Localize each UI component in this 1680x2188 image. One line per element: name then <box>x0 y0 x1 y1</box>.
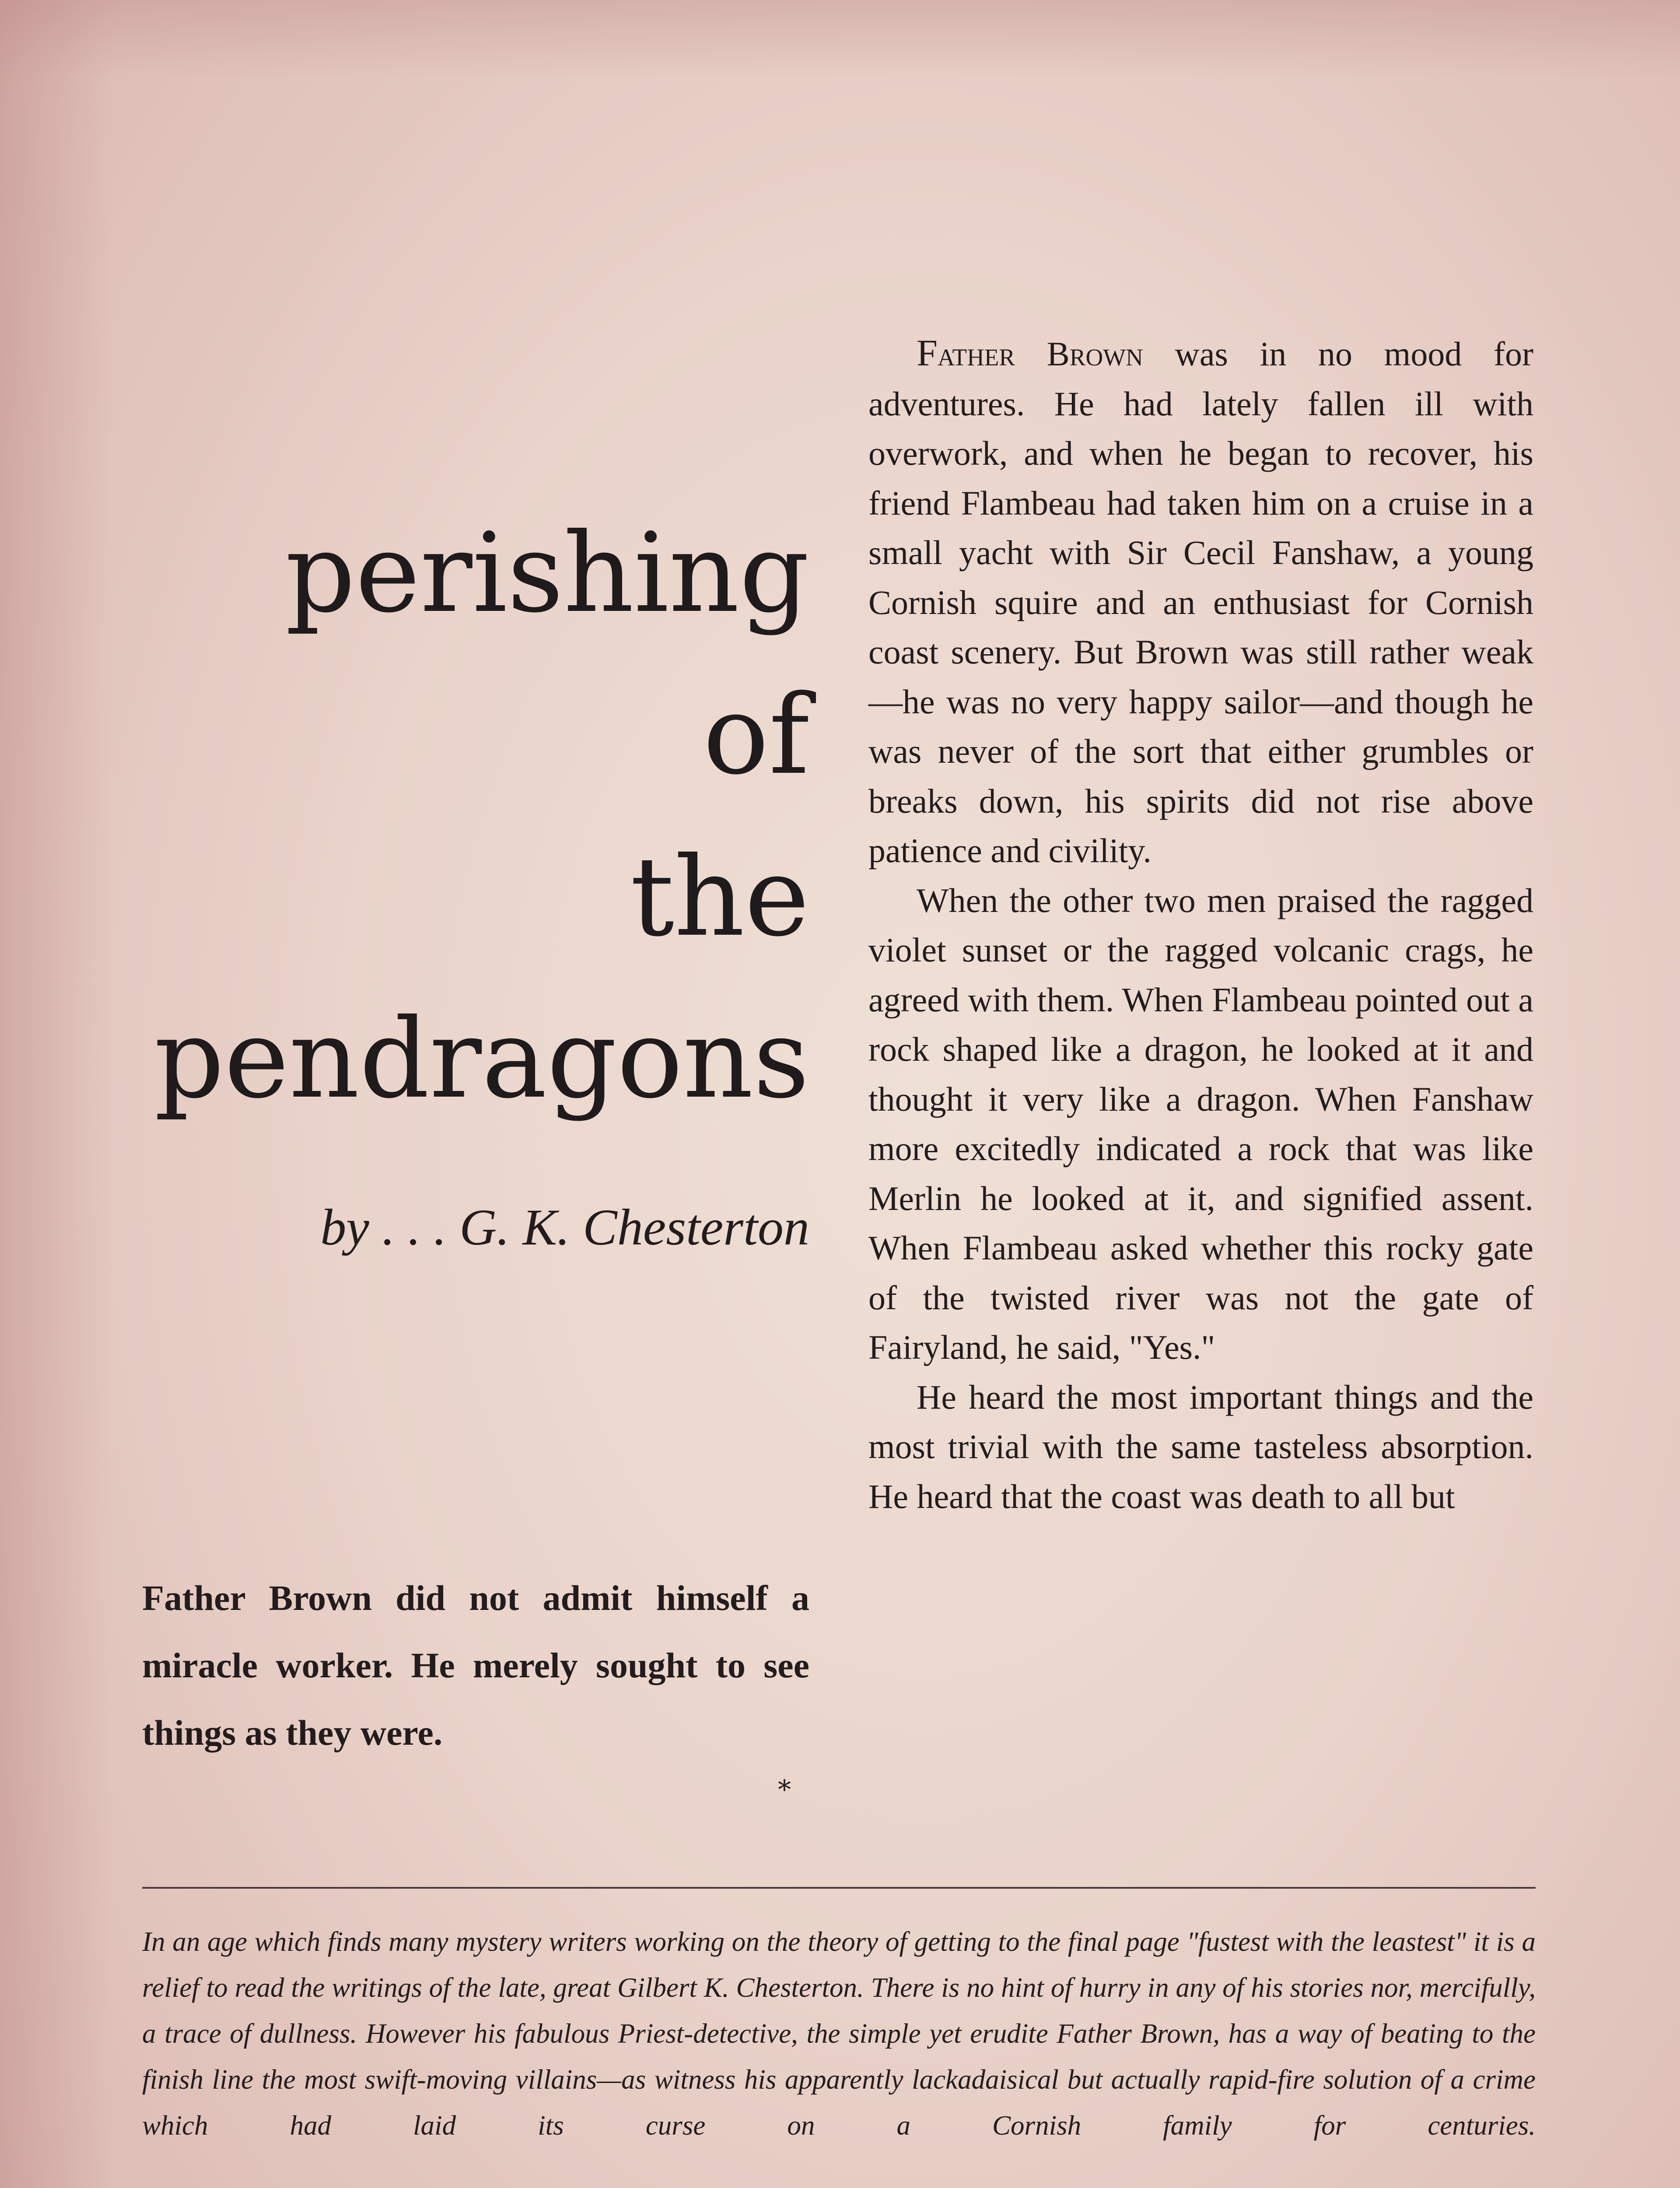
story-title-line-3: the <box>630 833 809 961</box>
teaser-second-sentence: He merely sought to see things as they were. <box>142 1645 809 1753</box>
author-byline: by . . . G. K. Chesterton <box>320 1199 809 1256</box>
divider-rule-top <box>142 1887 1536 1889</box>
story-title-line-1: perishing <box>285 509 809 637</box>
story-paragraph-1 <box>868 328 1533 876</box>
story-teaser <box>142 1564 809 1767</box>
opening-name-smallcaps: ather Brown <box>937 335 1143 373</box>
drop-cap: F <box>917 332 938 374</box>
paragraph-1-text: was in no mood for adventures. He had lately fallen ill with overwork, and when he began to recover, his friend Flambeau had taken him on a cruise in a small yacht with Sir Cecil Fanshaw, a young Cornish squire and an enthusiast for Cornish coast scenery. But Brown was still rather weak—he was no very happy sailor—and though he was never of the sort that either grumbles or breaks down, his spirits did not rise above patience and civility. <box>868 335 1533 870</box>
story-paragraph-2: When the other two men praised the ragged violet sunset or the ragged volcanic crags, he agreed with them. When Flambeau pointed out a rock shaped like a dragon, he looked at it and thought it very like a dragon. When Fanshaw more excitedly indicated a rock that was like Merlin he looked at it, and signified assent. When Flambeau asked whether this rocky gate of the twisted river was not the gate of Fairyland, he said, "Yes." <box>868 881 1533 1366</box>
story-body <box>868 328 1533 1521</box>
story-title-line-2: of <box>703 671 809 799</box>
story-paragraph-3: He heard the most important things and the most trivial with the same tasteless absorption. He heard that the coast was death to all but <box>868 1378 1533 1515</box>
story-title-line-4: pendragons <box>154 995 809 1122</box>
ornament-star: * <box>778 1774 791 1805</box>
teaser-bold-sentence: Father Brown did not admit himself a miracle worker. <box>142 1578 809 1685</box>
editor-introduction: In an age which finds many mystery writers working on the theory of getting to the final page "fustest with the leastest" it is a relief to read the writings of the late, great Gilbert K. Chesterton. There is no hint of hurry in any of his stories nor, mercifully, a trace of dullness. However his fabulous Priest-detective, the simple yet erudite Father Brown, has a way of beating to the finish line the most swift-moving villains—as witness his apparently lackadaisical but actually rapid-fire solution of a crime which had laid its curse on a Cornish family for centuries. <box>142 1926 1536 2141</box>
